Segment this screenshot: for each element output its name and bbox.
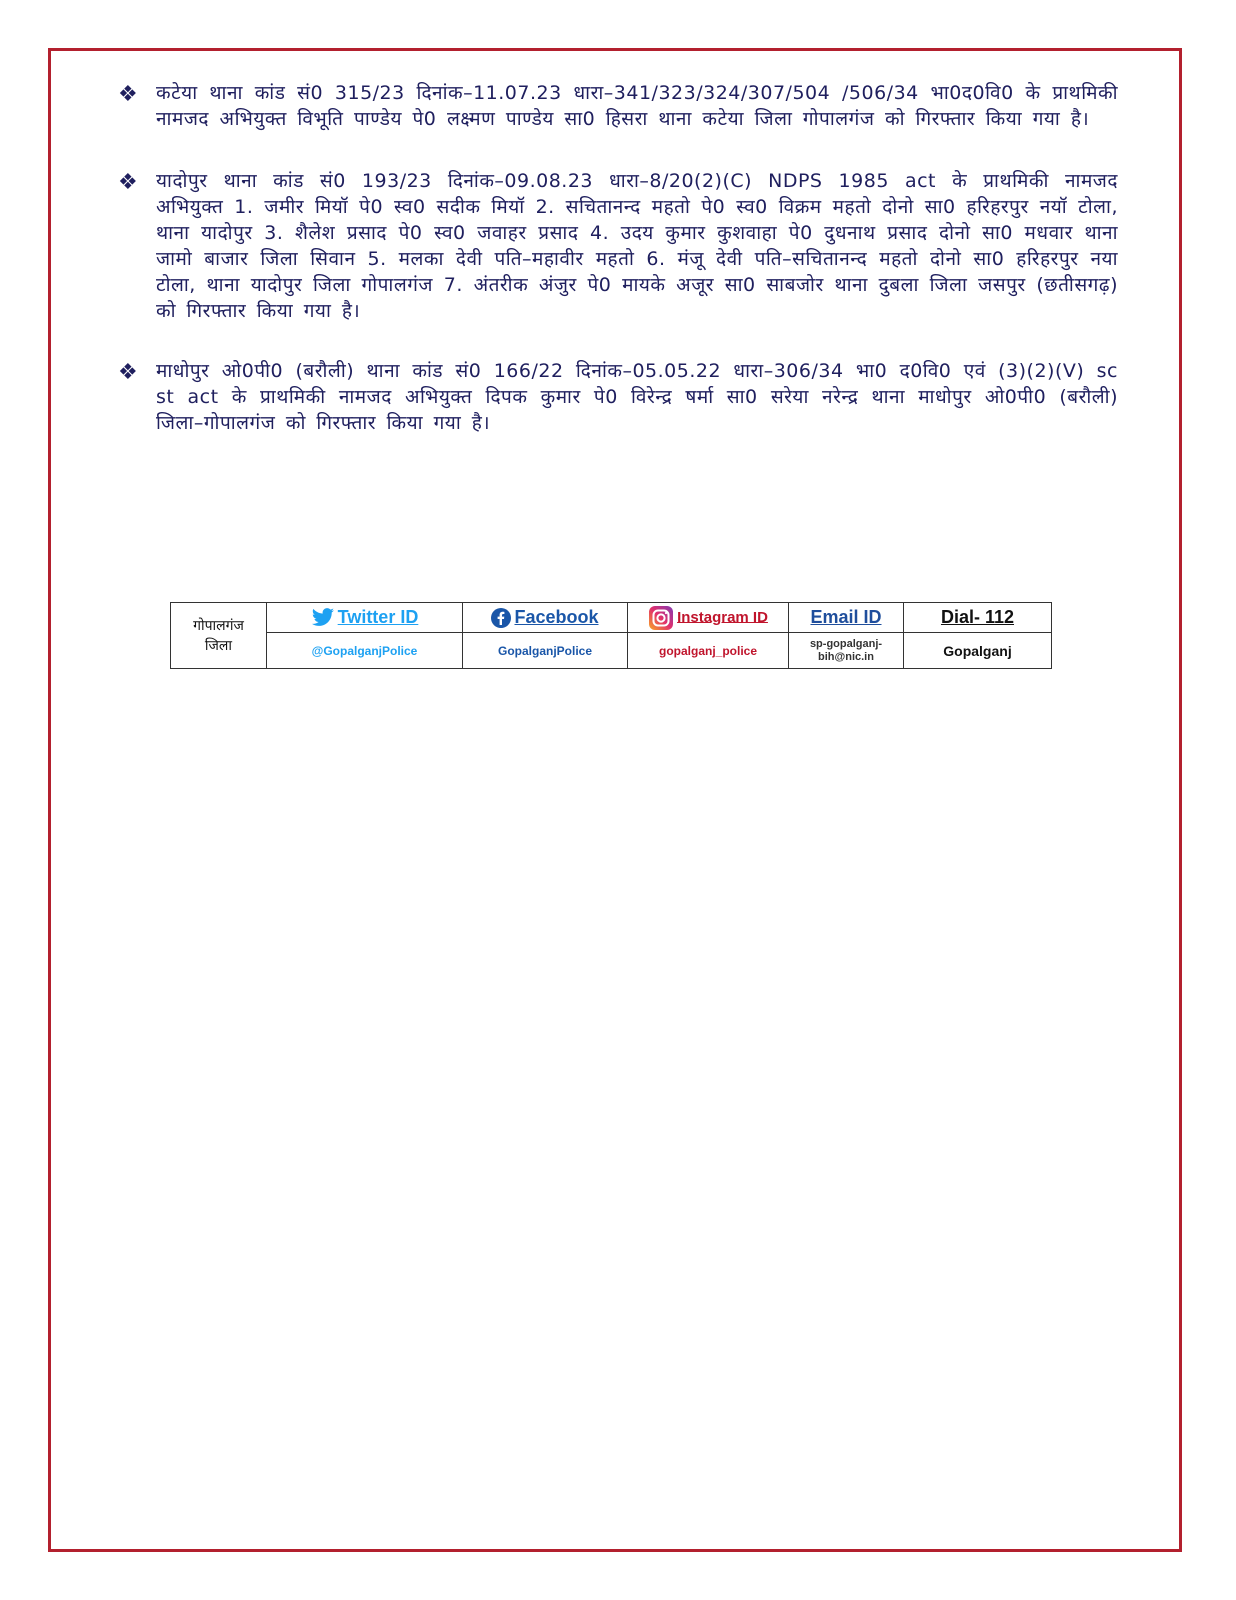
arrest-list <box>118 80 1118 472</box>
email-address[interactable]: sp-gopalganj-bih@nic.in <box>789 633 904 669</box>
list-item-text: कटेया थाना कांड सं0 315/23 दिनांक–11.07.23 धारा–341/323/324/307/504 /506/34 भा0द0वि0 के प्राथमिकी नामजद अभियुक्त विभूति पाण्डेय पे0 लक्ष्मण पाण्डेय सा0 हिसरा थाना कटेया जिला गोपालगंज को गिरफ्तार किया गया है। <box>156 82 1118 130</box>
facebook-label: Facebook <box>514 606 599 627</box>
district-cell <box>171 603 267 669</box>
facebook-header[interactable] <box>463 603 628 633</box>
dial-location: Gopalganj <box>904 633 1052 669</box>
instagram-handle[interactable]: gopalganj_police <box>628 633 789 669</box>
email-label: Email ID <box>810 607 882 627</box>
list-item <box>118 358 1118 436</box>
diamond-bullet-icon: ❖ <box>118 170 138 195</box>
list-item <box>118 80 1118 132</box>
facebook-icon <box>491 608 511 628</box>
instagram-label: Instagram ID <box>677 608 768 626</box>
diamond-bullet-icon: ❖ <box>118 360 138 385</box>
district-name: गोपालगंज <box>193 617 244 634</box>
twitter-header[interactable] <box>267 603 463 633</box>
instagram-icon <box>648 606 674 630</box>
twitter-label: Twitter ID <box>337 606 419 627</box>
list-item-text: यादोपुर थाना कांड सं0 193/23 दिनांक–09.08.23 धारा–8/20(2)(C) NDPS 1985 act के प्राथमिकी नामजद अभियुक्त 1. जमीर मियॉ पे0 स्व0 सदीक मियॉ 2. सचितानन्द महतो पे0 स्व0 विक्रम महतो दोनो सा0 हरिहरपुर नयॉ टोला, थाना यादोपुर 3. शैलेश प्रसाद पे0 स्व0 जवाहर प्रसाद 4. उदय कुमार कुशवाहा पे0 दुधनाथ प्रसाद दोनो सा0 मधवार थाना जामो बाजार जिला सिवान 5. मलका देवी पति–महावीर महतो 6. मंजू देवी पति–सचितानन्द महतो दोनो सा0 हरिहरपुर नया टोला, थाना यादोपुर जिला गोपालगंज 7. अंतरीक अंजुर पे0 मायके अजूर सा0 साबजोर थाना दुबला जिला जसपुर (छतीसगढ़) को गिरफ्तार किया गया है। <box>156 170 1118 322</box>
facebook-handle[interactable]: GopalganjPolice <box>463 633 628 669</box>
list-item-text: माधोपुर ओ0पी0 (बरौली) थाना कांड सं0 166/22 दिनांक–05.05.22 धारा–306/34 भा0 द0वि0 एवं (3)(2)(V) sc st act के प्राथमिकी नामजद अभियुक्त दिपक कुमार पे0 विरेन्द्र षर्मा सा0 सरेया नरेन्द्र थाना माधोपुर ओ0पी0 (बरौली) जिला–गोपालगंज को गिरफ्तार किया गया है। <box>156 360 1118 434</box>
dial-label: Dial- 112 <box>940 607 1015 627</box>
social-contact-table <box>170 602 1052 669</box>
list-item <box>118 168 1118 324</box>
district-label: जिला <box>204 637 233 654</box>
instagram-header[interactable] <box>628 603 789 633</box>
email-header[interactable] <box>789 603 904 633</box>
dial-header <box>904 603 1052 633</box>
twitter-icon <box>311 608 335 628</box>
diamond-bullet-icon: ❖ <box>118 82 138 107</box>
twitter-handle[interactable]: @GopalganjPolice <box>267 633 463 669</box>
